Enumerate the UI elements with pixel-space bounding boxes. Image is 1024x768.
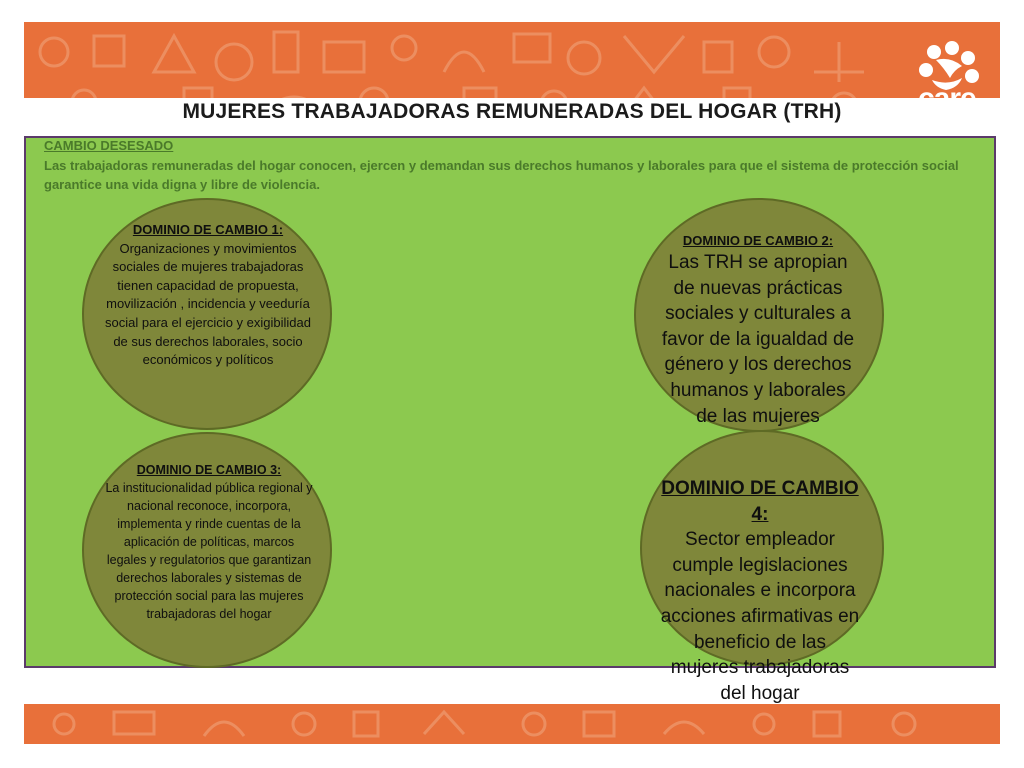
- domain-4-body: Sector empleador cumple legislaciones nacionales e incorpora acciones afirmativas en beneficio de las mujeres trabajadoras del hogar: [660, 529, 860, 704]
- page-title: MUJERES TRABAJADORAS REMUNERADAS DEL HOGAR (TRH): [182, 100, 842, 123]
- domain-3-text: [104, 461, 314, 623]
- domain-1-heading: DOMINIO DE CAMBIO 1:: [132, 222, 284, 237]
- footer-banner: [24, 704, 1000, 744]
- domain-2-heading: DOMINIO DE CAMBIO 2:: [682, 233, 834, 248]
- domain-4-text: [660, 476, 860, 706]
- decorative-icons-pattern-bottom: [24, 704, 1000, 744]
- domain-3-heading: DOMINIO DE CAMBIO 3:: [136, 463, 282, 477]
- domain-2-body: Las TRH se apropian de nuevas prácticas sociales y culturales a favor de la igualdad de género y los derechos humanos y laborales de las mujeres: [661, 252, 855, 427]
- domain-1-text: [100, 221, 316, 370]
- domain-2-text: [658, 232, 858, 429]
- domain-4-heading: DOMINIO DE CAMBIO 4:: [661, 478, 859, 525]
- domain-1-body: Organizaciones y movimientos sociales de mujeres trabajadoras tienen capacidad de propuesta, movilización , incidencia y veeduría social para el ejercicio y exigibilidad de sus derechos laborales, socio económicos y políticos: [105, 240, 311, 368]
- desired-change-title: CAMBIO DESESADO: [44, 138, 174, 153]
- desired-change-text: Las trabajadoras remuneradas del hogar conocen, ejercen y demandan sus derechos humanos y laborales para que el sistema de protección social garantice una vida digna y libre de violencia.: [44, 158, 959, 192]
- domain-3-body: La institucionalidad pública regional y nacional reconoce, incorpora, implementa y rinde cuentas de la aplicación de políticas, marcos legales y regulatorios que garantizan derechos laborales y sistemas de protección social para las mujeres trabajadoras del hogar: [105, 481, 313, 621]
